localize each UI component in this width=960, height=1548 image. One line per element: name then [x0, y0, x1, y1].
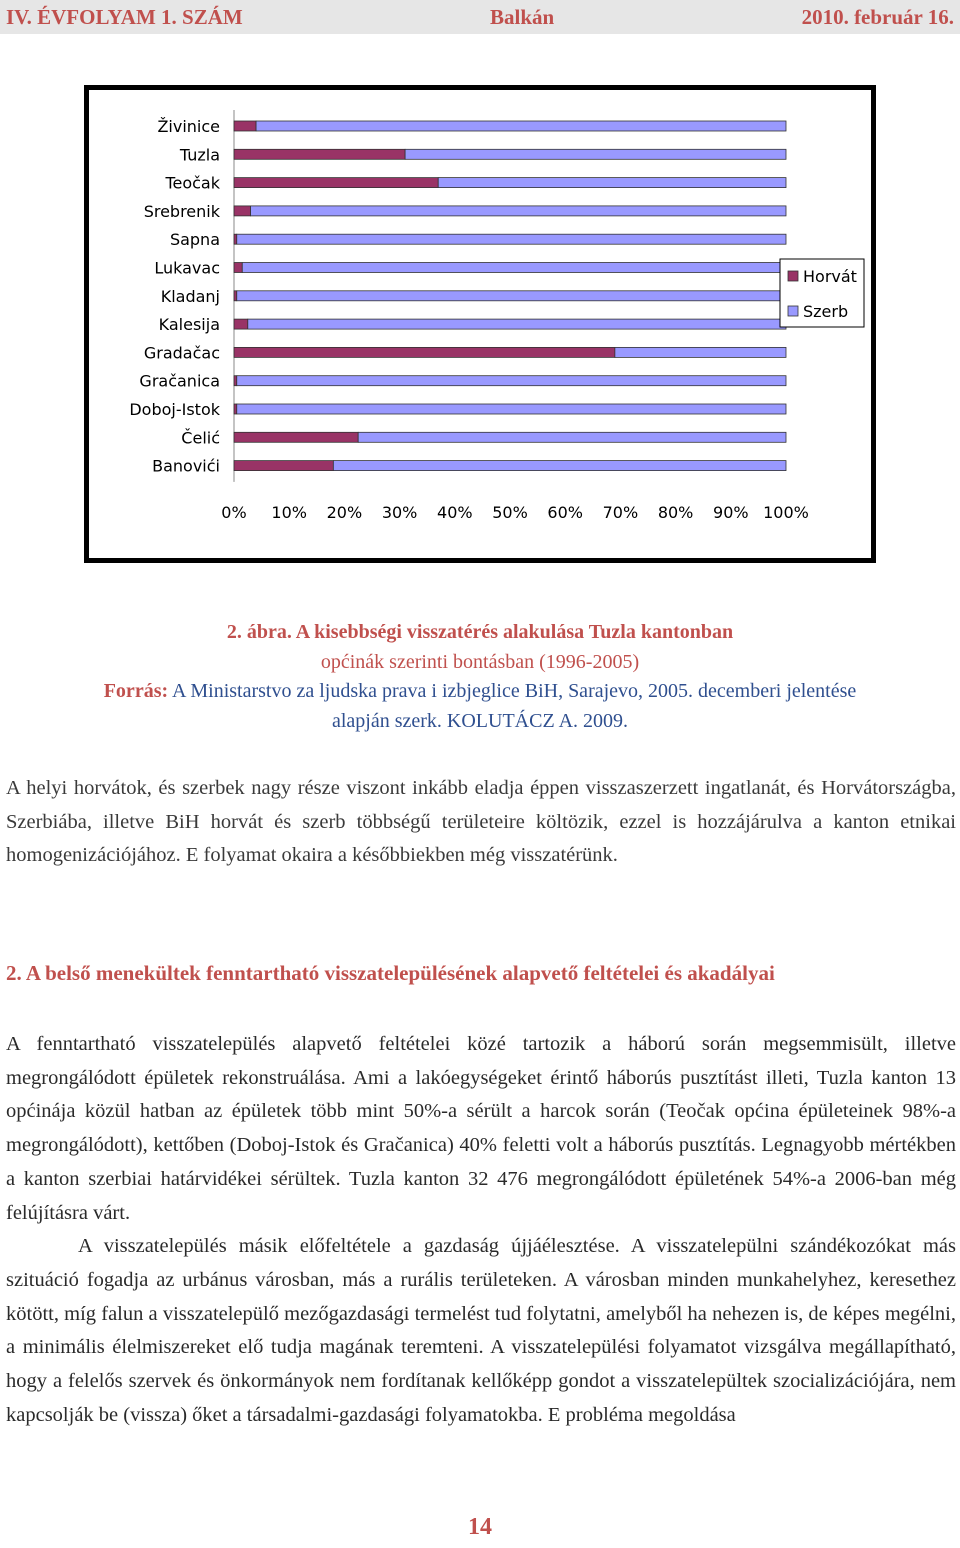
legend-label-horvát: Horvát [803, 267, 857, 286]
header-volume: IV. ÉVFOLYAM 1. SZÁM [6, 4, 243, 29]
bar-horvát-9 [234, 376, 237, 386]
bar-szerb-1 [405, 149, 786, 159]
x-tick-label: 30% [381, 503, 418, 522]
bar-horvát-12 [234, 461, 333, 471]
x-tick-label: 50% [492, 503, 528, 522]
legend-label-szerb: Szerb [803, 302, 849, 321]
category-label: Kladanj [160, 286, 220, 306]
bar-szerb-11 [358, 432, 786, 442]
bar-horvát-11 [234, 432, 358, 442]
bar-szerb-10 [237, 404, 786, 414]
caption-line-4 [0, 707, 960, 737]
paragraph-2a: A fenntartható visszatelepülés alapvető feltételei közé tartozik a háború során megsemmisült, illetve megrongálódott épületek rekonstruálása. Ami a lakóegységeket érintő háborús pusztítást illeti, Tuzla kanton 13 općinája közül hatban az épületek több mint 50%-a sérült a harcok során (Teočak općina épületeinek 98%-a megrongálódott), kettőben (Doboj-Istok és Gračanica) 40% feletti volt a háborús pusztítás. Legnagyobb mértékben a kanton szerbiai határvidékei sérültek. Tuzla kanton 32 476 megrongálódott épületének 54%-a 2006-ban még felújításra várt. [6, 1033, 956, 1224]
bar-szerb-9 [237, 376, 786, 386]
caption-source-label: Forrás: [103, 680, 169, 702]
x-tick-label: 40% [437, 503, 473, 522]
category-label: Čelić [181, 428, 220, 448]
header-date: 2010. február 16. [801, 4, 954, 29]
legend-swatch-horvát [788, 271, 798, 281]
paragraph-1: A helyi horvátok, és szerbek nagy része viszont inkább eladja éppen visszaszerzett ingatlanát, és Horvátországba, Szerbiába, illetve BiH horvát és szerb többségű területeire költözik, ezzel is hozzájárulva a kanton etnikai homogenizációjához. E folyamat okaira a későbbiekben még visszatérünk. [6, 777, 956, 866]
category-label: Banovići [152, 456, 220, 476]
legend-swatch-szerb [788, 306, 798, 316]
bar-szerb-7 [248, 319, 786, 329]
caption-line-3 [0, 677, 960, 707]
category-label: Tuzla [179, 145, 220, 165]
bar-szerb-4 [237, 234, 786, 244]
page-number: 14 [468, 1514, 492, 1540]
x-tick-label: 60% [547, 503, 583, 522]
figure-caption [0, 618, 960, 736]
bar-szerb-0 [256, 121, 786, 131]
bar-horvát-0 [234, 121, 256, 131]
category-label: Gradačac [143, 343, 220, 363]
bar-horvát-5 [234, 263, 242, 273]
paragraph-2b: A visszatelepülés másik előfeltétele a gazdaság újjáélesztése. A visszatelepülni szándékozókat más szituáció fogadja az urbánus városban, más a rurális területeken. A városban minden munkahelyhez, keresethez kötött, míg falun a visszatelepülő mezőgazdasági termelést tud folytatni, amelyből ha nehezen is, de képes megélni, a minimális élelmiszereket elő tudja magának teremteni. A visszatelepülési folyamatot vizsgálva megállapítható, hogy a felelős szervek és önkormányok nem fordítanak kellőképp gondot a visszatelepültek szocializációjára, nem kapcsolják be (vissza) őket a társadalmi-gazdasági folyamatokba. E probléma megoldása [6, 1235, 956, 1426]
caption-line-2 [0, 648, 960, 678]
bar-szerb-3 [251, 206, 786, 216]
x-tick-label: 70% [602, 503, 639, 522]
x-tick-label: 100% [763, 503, 809, 522]
category-label: Sapna [169, 230, 220, 250]
caption-source-line2: alapján szerk. KOLUTÁCZ A. 2009. [331, 709, 629, 732]
page-header [0, 0, 960, 34]
caption-subtitle: općinák szerinti bontásban (1996-2005) [320, 650, 640, 673]
bar-szerb-6 [237, 291, 786, 301]
bar-horvát-2 [234, 178, 438, 188]
bar-horvát-10 [234, 404, 237, 414]
category-label: Lukavac [154, 258, 220, 278]
category-label: Teočak [165, 173, 220, 193]
category-label: Doboj-Istok [129, 400, 220, 419]
category-label: Srebrenik [143, 201, 220, 221]
x-tick-label: 90% [713, 503, 749, 522]
header-section: Balkán [490, 4, 555, 29]
bar-horvát-4 [234, 234, 237, 244]
bar-horvát-3 [234, 206, 251, 216]
category-label: Kalesija [158, 315, 220, 335]
section-heading: 2. A belső menekültek fenntartható visszatelepülésének alapvető feltételei és akadályai [6, 961, 775, 985]
x-tick-label: 10% [271, 503, 307, 522]
return-bar-chart [89, 90, 871, 558]
bar-szerb-2 [438, 178, 786, 188]
caption-title: 2. ábra. A kisebbségi visszatérés alakulása Tuzla kantonban [226, 621, 734, 643]
caption-line-1 [0, 618, 960, 648]
bar-szerb-8 [615, 347, 786, 357]
bar-horvát-7 [234, 319, 248, 329]
bar-horvát-1 [234, 149, 405, 159]
x-tick-label: 0% [221, 503, 247, 522]
bar-szerb-5 [242, 263, 786, 273]
chart-frame [84, 85, 876, 563]
bar-szerb-12 [333, 461, 786, 471]
paragraph-2 [6, 1028, 956, 1432]
bar-horvát-6 [234, 291, 237, 301]
bar-horvát-8 [234, 347, 615, 357]
x-tick-label: 20% [326, 503, 363, 522]
category-label: Gračanica [139, 371, 220, 391]
caption-source-text: A Ministarstvo za ljudska prava i izbjeglice BiH, Sarajevo, 2005. decemberi jelentése [168, 680, 857, 702]
category-label: Živinice [157, 117, 220, 136]
x-tick-label: 80% [657, 503, 694, 522]
